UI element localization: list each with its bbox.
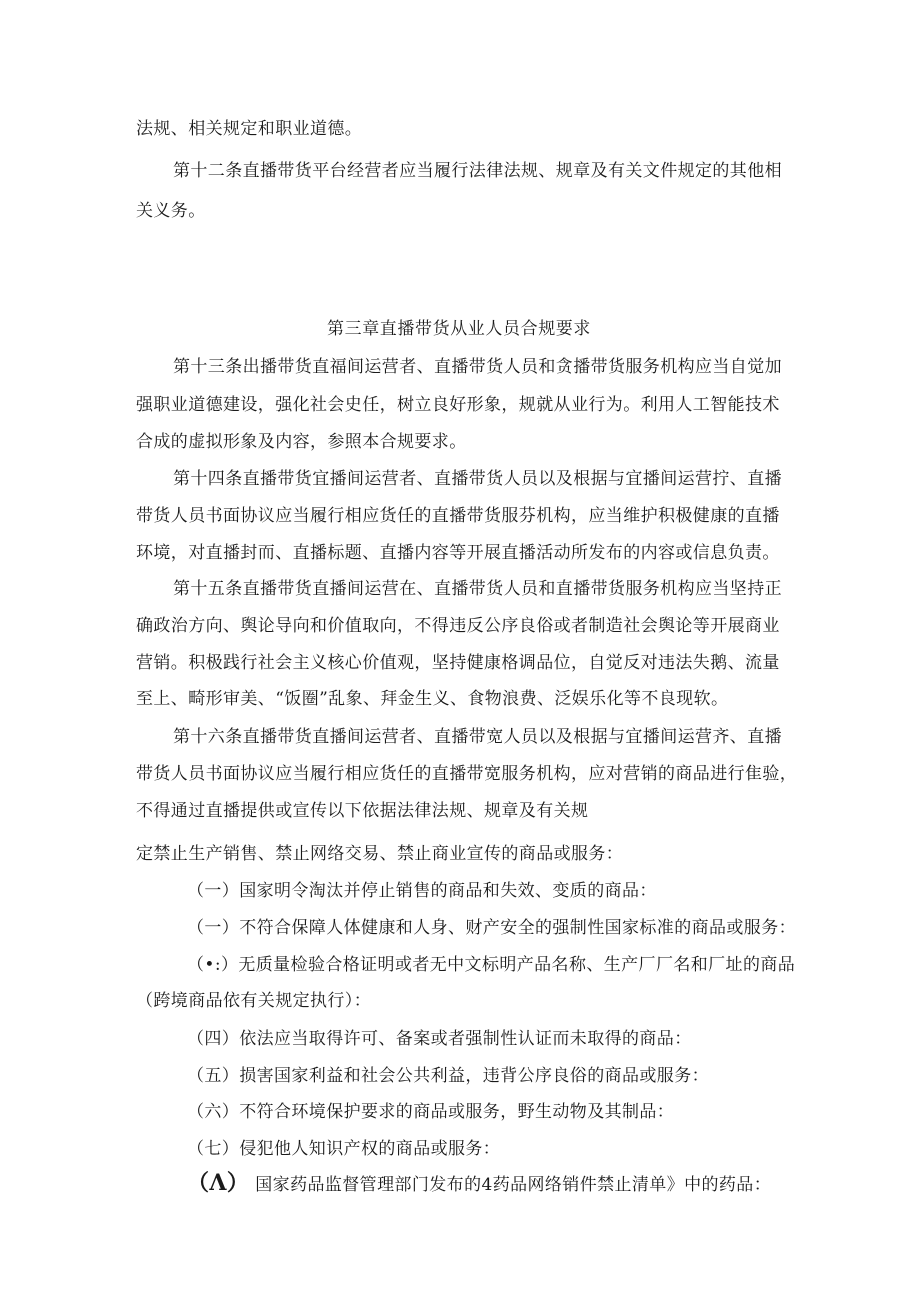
list-item-5: （五）损害国家利益和社会公共利益，违背公序良俗的商品或服务：: [187, 1066, 709, 1086]
article-16-line-2: 带货人员书面协议应当履行相应货任的直播带宽服务机构，应对营销的商品进行隹验，: [136, 764, 798, 784]
article-13-line-3: 合成的虚拟形象及内容，参照本合规要求。: [136, 432, 467, 452]
article-12-line-1: 第十二条直播带货平台经营者应当履行法律法规、规章及有关文件规定的其他相: [173, 161, 782, 181]
list-item-1: （一）国家明令淘汰并停止销售的商品和失效、变质的商品：: [187, 881, 657, 901]
article-13-line-1: 第十三条出播带货直福间运营者、直播带货人员和贪播带货服务机构应当自觉加: [173, 357, 782, 377]
article-16-line-4: 定禁止生产销售、禁止网络交易、禁止商业宣传的商品或服务：: [136, 844, 624, 864]
list-item-4: （四）依法应当取得许可、备案或者强制性认证而未取得的商品：: [187, 1029, 692, 1049]
list-item-2: （一）不符合保障人体健康和人身、财产安全的强制性国家标准的商品或服务：: [187, 918, 796, 938]
article-13-line-2: 强职业道德建设，强化社会史任，树立良好形象，规就从业行为。利用人工智能技术: [136, 395, 780, 415]
list-item-6: （六）不符合环境保护要求的商品或服务，野生动物及其制品：: [187, 1102, 675, 1122]
chapter-3-heading: 第三章直播带货从业人员合规要求: [327, 319, 591, 339]
list-item-8: [187, 1172, 771, 1196]
list-item-8-marker: （Λ）: [187, 1170, 250, 1196]
list-item-3-line-1: （•:）无质量检验合格证明或者无中文标明产品名称、生产厂厂名和厂址的商品: [187, 955, 796, 975]
article-15-line-3: 营销。积极践行社会主义核心价值观，坚持健康格调品位，自觉反对违法失鹅、流量: [136, 653, 780, 673]
article-14-line-1: 第十四条直播带货宜播间运营者、直播带货人员以及根据与宜播间运营拧、直播: [173, 469, 782, 489]
article-15-line-1: 第十五条直播带货直播间运营在、直播带货人员和直播带货服务机构应当坚持正: [173, 579, 782, 599]
article-12-line-2: 关义务。: [136, 201, 206, 221]
article-15-line-2: 确政治方向、舆论导向和价值取向，不得违反公序良俗或者制造社会舆论等开展商业: [136, 616, 780, 636]
article-16-line-3: 不得通过直播提供或宣传以下依据法律法规、规章及有关规: [136, 801, 589, 821]
text-line: 法规、相关规定和职业道德。: [136, 119, 363, 139]
article-16-line-1: 第十六条直播带货直播间运营者、直播带宽人员以及根据与宜播间运营齐、直播: [173, 727, 782, 747]
list-item-8-text: 国家药品监督管理部门发布的4药品网络销件禁止清单》中的药品：: [255, 1175, 772, 1195]
list-item-7: （七）侵犯他人知识产权的商品或服务：: [187, 1139, 501, 1159]
article-14-line-3: 环境，对直播封而、直播标题、直播内容等开展直播活动所发布的内容或信息负责。: [136, 543, 780, 563]
article-14-line-2: 带货人员书面协议应当履行相应货任的直播带货服芬机构，应当维护积极健康的直播: [136, 506, 780, 526]
list-item-3-line-2: （跨境商品依有关规定执行）：: [136, 991, 372, 1011]
article-15-line-4: 至上、畸形审美、“饭圈”乱象、拜金生义、食物浪费、泛娱乐化等不良现软。: [136, 689, 729, 709]
